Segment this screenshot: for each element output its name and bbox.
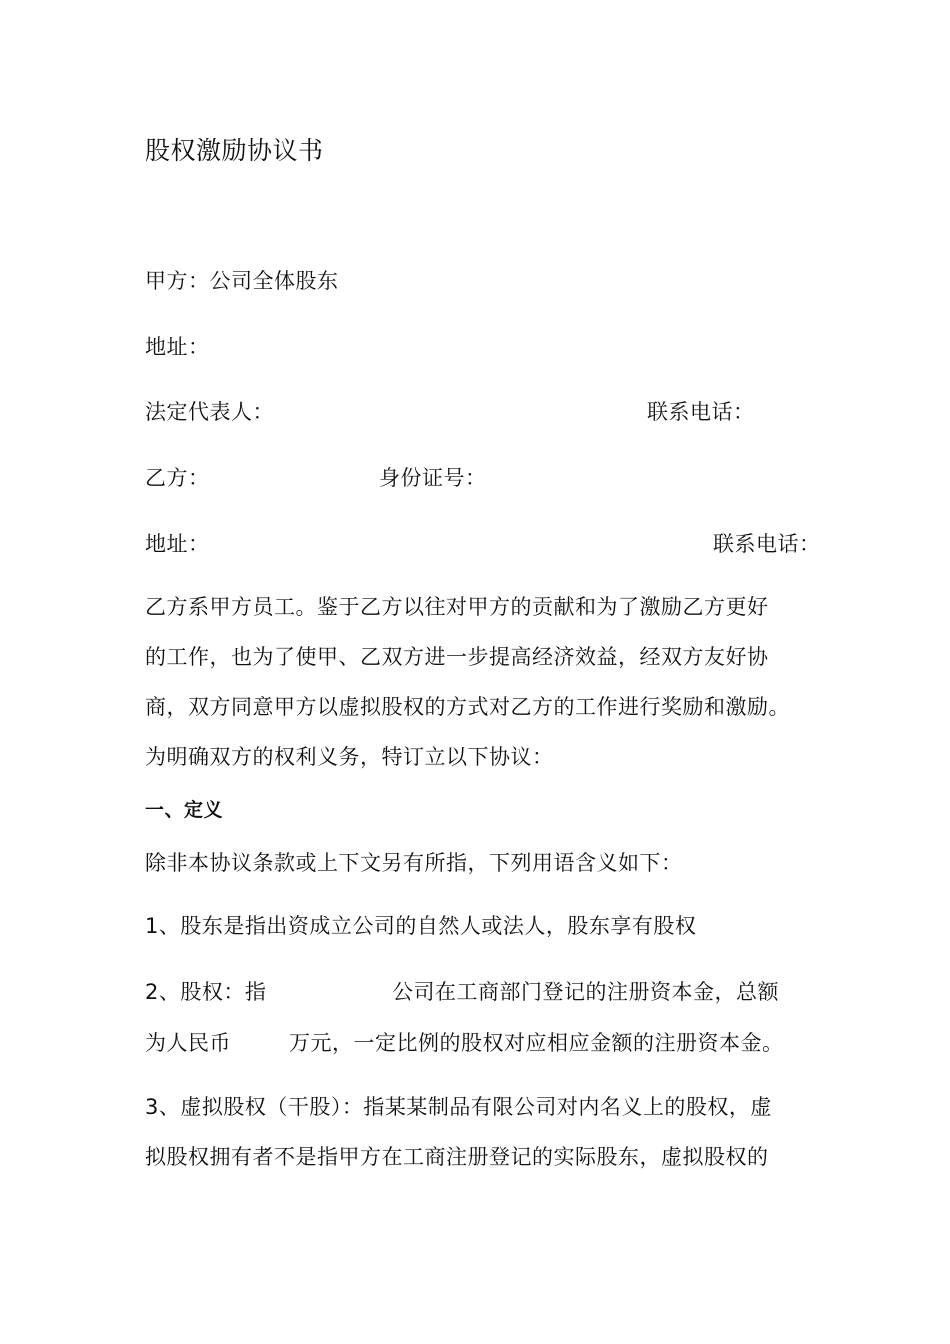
definition-item-3-line: 拟股权拥有者不是指甲方在工商注册登记的实际股东，虚拟股权的 bbox=[145, 1145, 769, 1169]
preamble-line: 的工作，也为了使甲、乙双方进一步提高经济效益，经双方友好协 bbox=[145, 645, 769, 669]
definition-item-2-currency: 为人民币 bbox=[145, 1031, 231, 1055]
party-b-phone-label: 联系电话： bbox=[713, 532, 821, 556]
definition-item-3-line: 3、虚拟股权（干股）：指某某制品有限公司对内名义上的股权，虚 bbox=[145, 1095, 772, 1119]
preamble-line: 为明确双方的权利义务，特订立以下协议： bbox=[145, 745, 554, 769]
party-b-id-label: 身份证号： bbox=[379, 466, 487, 490]
party-a-legal-rep-label: 法定代表人： bbox=[145, 400, 274, 424]
definition-item-2-start: 2、股权：指 bbox=[145, 980, 267, 1004]
party-b-label: 乙方： bbox=[145, 466, 210, 490]
preamble-line: 乙方系甲方员工。鉴于乙方以往对甲方的贡献和为了激励乙方更好 bbox=[145, 595, 769, 619]
party-a-address-label: 地址： bbox=[145, 335, 210, 359]
preamble-line: 商，双方同意甲方以虚拟股权的方式对乙方的工作进行奖励和激励。 bbox=[145, 695, 790, 719]
definitions-intro: 除非本协议条款或上下文另有所指，下列用语含义如下： bbox=[145, 851, 683, 875]
section-heading-definitions: 一、定义 bbox=[145, 799, 224, 821]
party-a-phone-label: 联系电话： bbox=[647, 400, 755, 424]
definition-item-2-cont: 公司在工商部门登记的注册资本金，总额 bbox=[392, 980, 779, 1004]
party-a-line: 甲方：公司全体股东 bbox=[145, 269, 339, 293]
definition-item-2-amount-text: 万元，一定比例的股权对应相应金额的注册资本金。 bbox=[289, 1031, 784, 1055]
party-b-address-label: 地址： bbox=[145, 532, 210, 556]
document-title: 股权激励协议书 bbox=[145, 136, 324, 165]
definition-item-1: 1、股东是指出资成立公司的自然人或法人，股东享有股权 bbox=[145, 914, 697, 938]
